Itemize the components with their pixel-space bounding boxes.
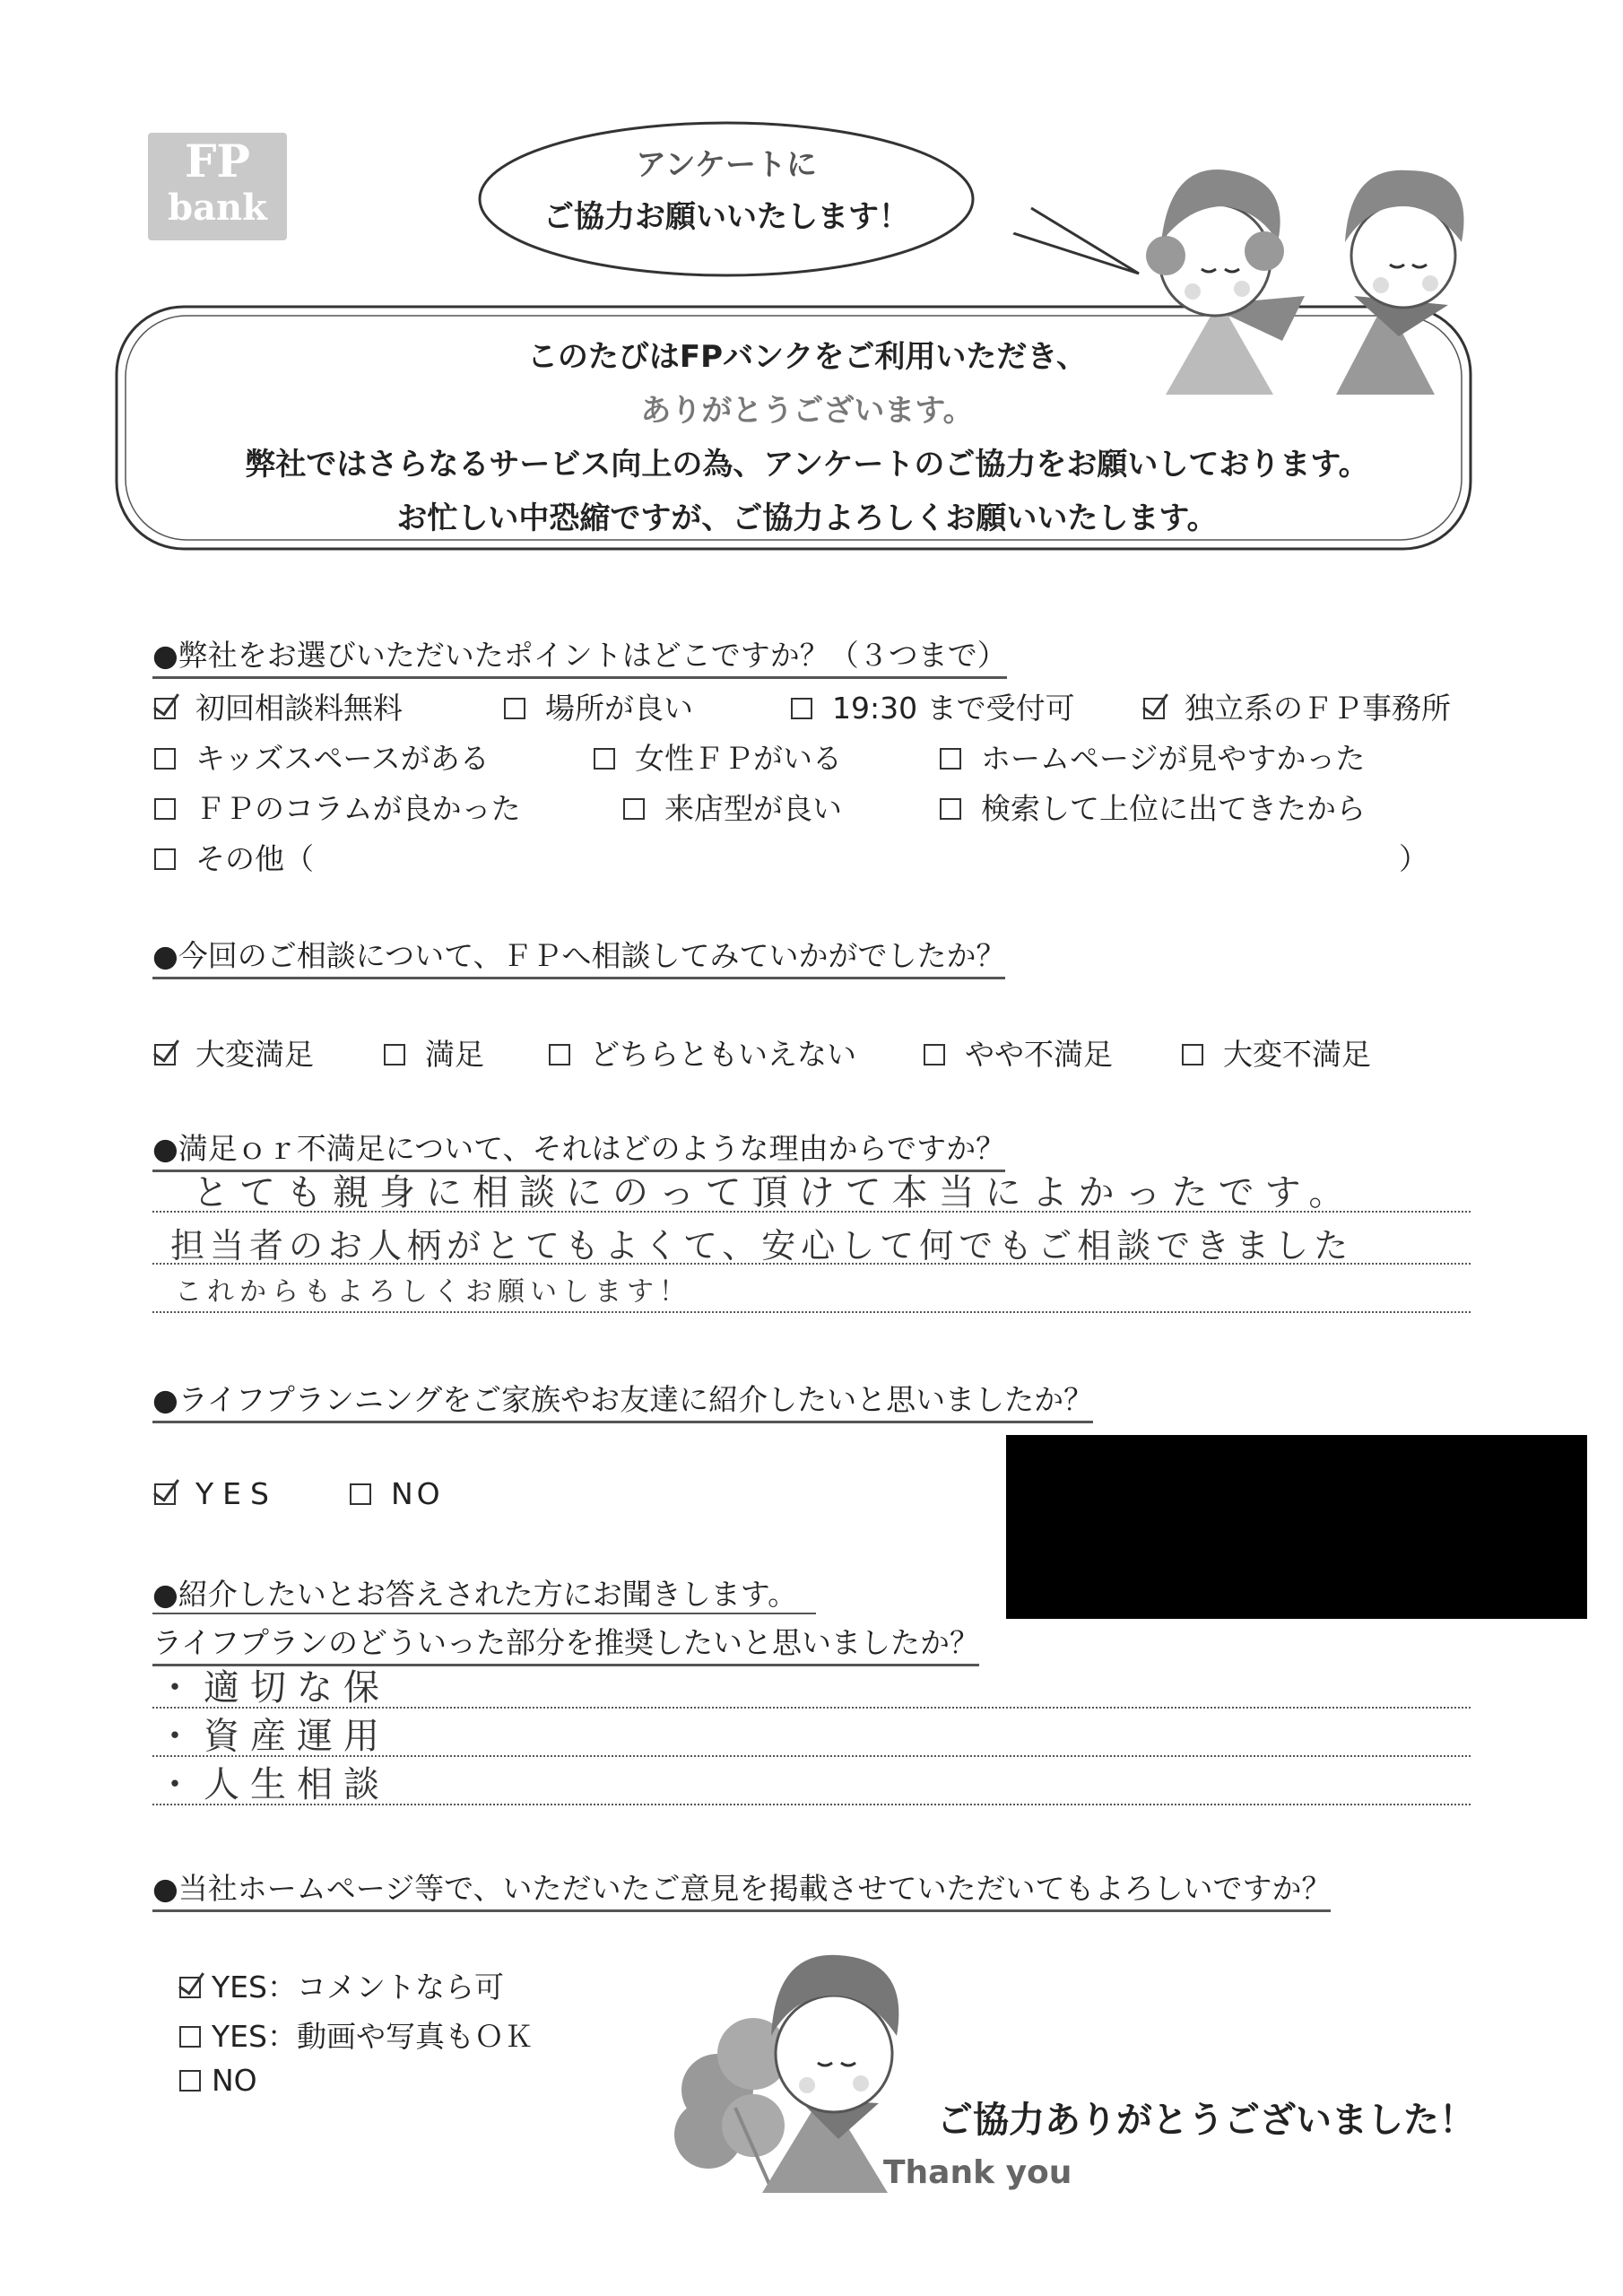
answer-line: [152, 1311, 1471, 1313]
checkbox-icon[interactable]: [179, 2026, 201, 2048]
q4-title: ●ライフプランニングをご家族やお友達に紹介したいと思いましたか？: [152, 1377, 1093, 1423]
intro-text: このたびはFPバンクをご利用いただき、 ありがとうございます。 弊社ではさらなるサービス向上の為、アンケートのご協力をお願いしております。 お忙しい中恐縮ですが、ご協力よろしくお願いいたします。: [245, 339, 1369, 536]
clover-character-icon: [674, 1955, 898, 2193]
redaction-block: [1006, 1435, 1587, 1619]
q1-option-9[interactable]: 来店型が良い: [623, 786, 842, 828]
q6-option-2[interactable]: YES：動画や写真もＯＫ: [179, 2013, 534, 2056]
checkbox-icon[interactable]: [1143, 698, 1165, 719]
checkbox-icon[interactable]: [940, 748, 961, 770]
q1-option-1[interactable]: 初回相談料無料: [154, 685, 403, 727]
q1-other-close: ）: [1399, 841, 1428, 876]
checkbox-icon[interactable]: [940, 798, 961, 820]
q5-title-underline: [152, 1613, 816, 1614]
closing-thank-you: Thank you: [883, 2154, 1072, 2191]
checkbox-icon[interactable]: [924, 1044, 945, 1065]
answer-line: [152, 1755, 1471, 1757]
checkbox-icon[interactable]: [623, 798, 645, 820]
q5-answer-line-3[interactable]: ・人生相談: [157, 1764, 390, 1805]
q2-option-2[interactable]: 満足: [384, 1031, 484, 1074]
checkbox-icon[interactable]: [350, 1483, 371, 1505]
q3-answer-line-3[interactable]: これからもよろしくお願いします！: [175, 1276, 691, 1308]
checkbox-icon[interactable]: [594, 748, 615, 770]
q5-answer-line-2[interactable]: ・資産運用: [157, 1716, 390, 1757]
q1-option-3[interactable]: 19:30 まで受付可: [791, 685, 1075, 727]
checkbox-icon[interactable]: [179, 2070, 201, 2092]
answer-line: [152, 1211, 1471, 1213]
q4-option-no[interactable]: NO: [350, 1476, 444, 1511]
q5-title: ●紹介したいとお答えされた方にお聞きします。: [152, 1577, 798, 1612]
q6-title: ●当社ホームページ等で、いただいたご意見を掲載させていただいてもよろしいですか？: [152, 1866, 1331, 1912]
checkbox-icon[interactable]: [1182, 1044, 1203, 1065]
q2-option-5[interactable]: 大変不満足: [1182, 1031, 1371, 1074]
checkbox-icon[interactable]: [549, 1044, 570, 1065]
q2-option-3[interactable]: どちらともいえない: [549, 1031, 856, 1074]
checkbox-icon[interactable]: [154, 1044, 176, 1065]
answer-line: [152, 1263, 1471, 1265]
q1-option-10[interactable]: 検索して上位に出てきたから: [940, 786, 1366, 828]
q3-title: ●満足ｏｒ不満足について、それはどのような理由からですか？: [152, 1126, 1005, 1172]
checkbox-icon[interactable]: [791, 698, 812, 719]
fp-bank-logo: FP bank: [148, 133, 287, 240]
q6-option-1[interactable]: YES：コメントなら可: [179, 1964, 504, 2006]
q1-title: ●弊社をお選びいただいたポイントはどこですか？（３つまで）: [152, 632, 1007, 679]
answer-line: [152, 1804, 1471, 1805]
q5-subtitle: ライフプランのどういった部分を推奨したいと思いましたか？: [152, 1620, 979, 1666]
checkbox-icon[interactable]: [504, 698, 525, 719]
q1-option-8[interactable]: ＦＰのコラムが良かった: [154, 786, 521, 828]
q4-option-yes[interactable]: YES: [154, 1476, 278, 1511]
checkbox-icon[interactable]: [154, 1483, 176, 1505]
checkbox-icon[interactable]: [154, 698, 176, 719]
q2-option-4[interactable]: やや不満足: [924, 1031, 1113, 1074]
q2-option-1[interactable]: 大変満足: [154, 1031, 314, 1074]
q1-option-other[interactable]: その他（: [154, 836, 314, 878]
checkbox-icon[interactable]: [154, 798, 176, 820]
answer-line: [152, 1707, 1471, 1709]
speech-bubble-text: アンケートに ご協力お願いいたします！: [543, 147, 909, 235]
q1-option-4[interactable]: 独立系のＦＰ事務所: [1143, 685, 1451, 727]
q6-option-3[interactable]: NO: [179, 2063, 257, 2098]
q1-option-5[interactable]: キッズスペースがある: [154, 735, 490, 778]
checkbox-icon[interactable]: [154, 848, 176, 870]
q3-answer-line-1[interactable]: とても親身に相談にのって頂けて本当によかったです。: [193, 1172, 1356, 1213]
q5-answer-line-1[interactable]: ・適切な保: [157, 1667, 390, 1709]
checkbox-icon[interactable]: [179, 1977, 201, 1998]
checkbox-icon[interactable]: [384, 1044, 405, 1065]
checkbox-icon[interactable]: [154, 748, 176, 770]
q1-option-2[interactable]: 場所が良い: [504, 685, 693, 727]
q2-title: ●今回のご相談について、ＦＰへ相談してみていかがでしたか？: [152, 933, 1005, 979]
q3-answer-line-2[interactable]: 担当者のお人柄がとてもよくて、安心して何でもご相談できました: [170, 1226, 1354, 1265]
closing-thanks: ご協力ありがとうございました！: [937, 2100, 1475, 2141]
q1-option-7[interactable]: ホームページが見やすかった: [940, 735, 1365, 778]
q1-option-6[interactable]: 女性ＦＰがいる: [594, 735, 842, 778]
